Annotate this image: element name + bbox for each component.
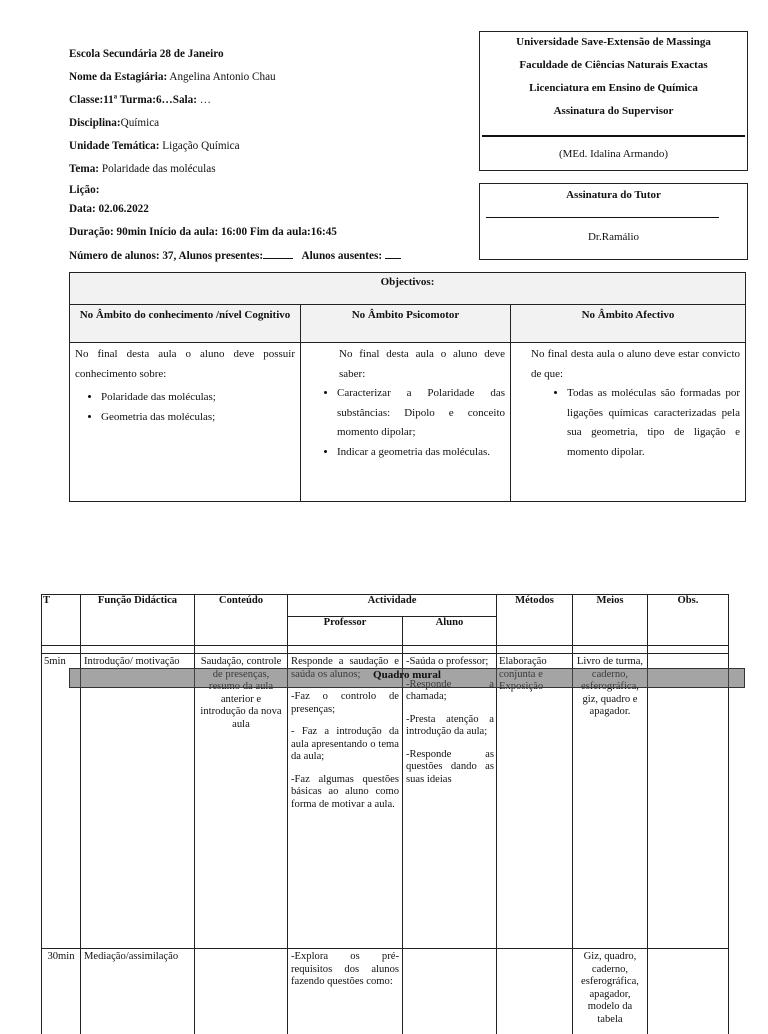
header-funcao: Função Didáctica <box>97 595 178 606</box>
duration-line: Duração: 90min Início da aula: 16:00 Fim da aula:16:45 <box>69 226 337 238</box>
tutor-signature-line <box>486 217 719 218</box>
row1-professor: Responde a saudação e -Faz o controlo de presenças; - Faz a introdução da aula apresentando o tema da aula; -Faz algumas questões básicas ao aluno como forma de motivar a aula. <box>291 656 399 810</box>
tutor-signature-label: Assinatura do Tutor <box>566 189 661 201</box>
objective-column-cognitive <box>70 305 301 501</box>
objective-item: • Todas as moléculas são formadas por ligações químicas caracterizadas pela sua geometria, tipo de ligação e momento dipolar. <box>567 384 740 462</box>
header-aluno: Aluno <box>435 617 464 628</box>
objective-item: • Indicar a geometria das moléculas. <box>337 443 505 463</box>
header-meios: Meios <box>596 595 624 606</box>
row1-aluno: -Saúda o professor; chamada; -Presta atenção a introdução da aula; -Responde as questões dando as suas ideias <box>406 656 494 785</box>
intern-line: Nome da Estagiária: Angelina Antonio Chau <box>69 71 276 83</box>
row1-conteudo: Saudação, controle anterior e introdução da nova aula <box>200 656 282 730</box>
tutor-name: Dr.Ramálio <box>587 231 640 243</box>
objective-item: • Caracterizar a Polaridade das substâncias: Dipolo e conceito momento dipolar; <box>337 384 505 443</box>
university-name: Universidade Save-Extensão de Massinga <box>516 36 711 48</box>
header-actividade: Actividade <box>367 595 417 606</box>
objective-column-psychomotor <box>301 305 511 501</box>
theme-line: Tema: Polaridade das moléculas <box>69 163 216 175</box>
row1-funcao: Introdução/ motivação <box>84 656 180 667</box>
row2-funcao: Mediação/assimilação <box>84 951 179 962</box>
objectives-table <box>69 272 746 502</box>
row2-meios: Giz, quadro, caderno, esferográfica, apagador, modelo da tabela <box>581 951 639 1025</box>
supervisor-name: (MEd. Idalina Armando) <box>558 148 669 160</box>
faculty-name: Faculdade de Ciências Naturais Exactas <box>519 59 708 71</box>
header-professor: Professor <box>323 617 367 628</box>
objective-item: • Polaridade das moléculas; <box>101 388 295 408</box>
school-name: Escola Secundária 28 de Janeiro <box>69 48 224 60</box>
column-header: No Âmbito Psicomotor <box>301 305 510 343</box>
header-t: T <box>43 595 51 606</box>
row1-time: 5min <box>44 656 66 667</box>
lesson-plan-table <box>41 594 729 1034</box>
row1-meios: Livro de turma, giz, quadro e apagador. <box>576 656 644 717</box>
unit-line: Unidade Temática: Ligação Química <box>69 140 240 152</box>
column-body: No final desta aula o aluno deve estar convicto de que: • Todas as moléculas são formadas por ligações químicas caracterizadas pela sua geometria, tipo de ligação e momento dipolar. <box>511 343 745 464</box>
header-conteudo: Conteúdo <box>218 595 264 606</box>
header-metodos: Métodos <box>515 595 554 606</box>
subject-line: Disciplina:Química <box>69 117 160 129</box>
supervisor-box <box>479 31 748 171</box>
column-header: No Âmbito Afectivo <box>511 305 745 343</box>
lesson-line: Lição: <box>69 184 100 196</box>
column-header: No Âmbito do conhecimento /nível Cognitivo <box>70 305 300 343</box>
date-line: Data: 02.06.2022 <box>69 203 149 215</box>
column-body: No final desta aula o aluno deve saber: • Caracterizar a Polaridade das substâncias: Dipolo e conceito momento dipolar; • Indicar a geometria das moléculas. <box>301 343 510 464</box>
course-name: Licenciatura em Ensino de Química <box>529 82 698 94</box>
students-line: Número de alunos: 37, Alunos presentes: Alunos ausentes: <box>69 249 401 262</box>
row1-metodos: Elaboração <box>499 656 547 667</box>
signature-line <box>482 135 745 137</box>
supervisor-signature-label: Assinatura do Supervisor <box>553 105 674 117</box>
column-body: No final desta aula o aluno deve possuir conhecimento sobre: • Polaridade das moléculas; • Geometria das moléculas; <box>70 343 300 429</box>
tutor-box <box>479 183 748 260</box>
objective-column-affective <box>511 305 745 501</box>
row2-professor: -Explora os pré-requisitos dos alunos fazendo questões como: <box>291 951 399 987</box>
class-line: Classe:11ª Turma:6…Sala: … <box>69 94 211 106</box>
objectives-title: Objectivos: <box>70 273 745 305</box>
row2-time: 30min <box>47 951 75 962</box>
header-obs: Obs. <box>677 595 699 606</box>
objective-item: • Geometria das moléculas; <box>101 408 295 428</box>
quadro-mural-bar: Quadro mural <box>69 668 745 688</box>
